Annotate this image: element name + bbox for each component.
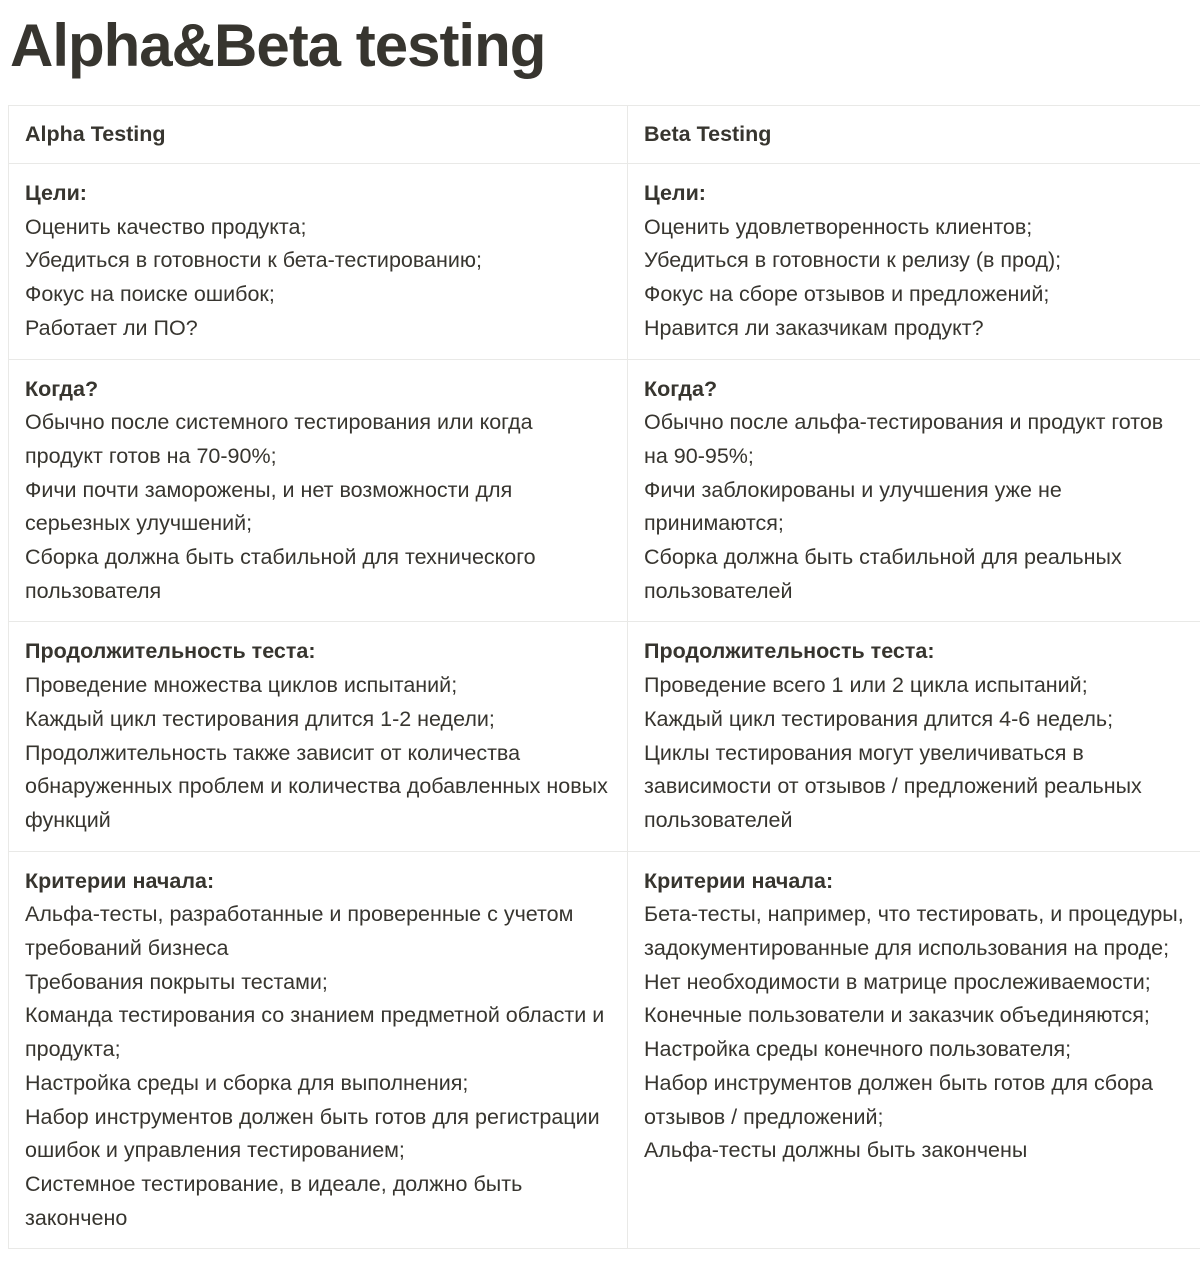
cell-line: Обычно после системного тестирования или когда продукт готов на 70-90%; [25, 410, 533, 468]
column-header-beta[interactable]: Beta Testing [628, 106, 1200, 164]
column-header-alpha[interactable]: Alpha Testing [9, 106, 628, 164]
cell-line: Нравится ли заказчикам продукт? [644, 315, 984, 340]
cell-line: Системное тестирование, в идеале, должно быть закончено [25, 1171, 523, 1230]
cell-line: Нет необходимости в матрице прослеживаемости; [644, 969, 1151, 994]
page-title: Alpha&Beta testing [10, 12, 546, 79]
table-row-when [9, 359, 1200, 622]
table-cell-beta-entry-criteria[interactable] [628, 851, 1200, 1249]
cell-section-title: Продолжительность теста: [644, 639, 935, 664]
table-cell-alpha-when[interactable] [9, 359, 628, 622]
table-header-row [9, 106, 1200, 164]
cell-line: Оценить удовлетворенность клиентов; [644, 214, 1033, 239]
cell-line: Убедиться в готовности к бета-тестированию; [25, 248, 482, 273]
cell-line: Проведение всего 1 или 2 цикла испытаний; [644, 673, 1088, 698]
cell-line: Убедиться в готовности к релизу (в прод); [644, 248, 1062, 273]
cell-line: Настройка среды и сборка для выполнения; [25, 1070, 469, 1095]
cell-section-title: Цели: [25, 181, 87, 205]
cell-line: Альфа-тесты, разработанные и проверенные с учетом требований бизнеса [25, 902, 574, 961]
cell-line: Циклы тестирования могут увеличиваться в зависимости от отзывов / предложений реальных пользователей [644, 740, 1142, 832]
cell-line: Альфа-тесты должны быть закончены [644, 1138, 1028, 1163]
cell-line: Работает ли ПО? [25, 315, 198, 340]
cell-section-title: Критерии начала: [25, 868, 215, 893]
table-row-goals [9, 164, 1200, 360]
cell-section-title: Когда? [644, 376, 718, 401]
cell-line: Настройка среды конечного пользователя; [644, 1037, 1072, 1062]
cell-line: Бета-тесты, например, что тестировать, и процедуры, задокументированные для использования на проде; [644, 902, 1184, 961]
cell-line: Команда тестирования со знанием предметной области и продукта; [25, 1003, 605, 1062]
cell-line: Каждый цикл тестирования длится 4-6 недель; [644, 706, 1114, 731]
cell-section-title: Когда? [25, 376, 99, 401]
table-row-entry-criteria [9, 851, 1200, 1249]
cell-line: Фичи почти заморожены, и нет возможности для серьезных улучшений; [25, 477, 513, 536]
cell-line: Проведение множества циклов испытаний; [25, 673, 458, 698]
comparison-table [8, 105, 1200, 1249]
cell-section-title: Цели: [644, 181, 706, 205]
cell-line: Продолжительность также зависит от количества обнаруженных проблем и количества добавленных новых функций [25, 740, 608, 832]
cell-line: Обычно после альфа-тестирования и продукт готов на 90-95%; [644, 410, 1164, 468]
cell-line: Требования покрыты тестами; [25, 969, 328, 994]
cell-line: Набор инструментов должен быть готов для регистрации ошибок и управления тестированием; [25, 1104, 600, 1163]
cell-line: Каждый цикл тестирования длится 1-2 недели; [25, 706, 495, 731]
cell-line: Фичи заблокированы и улучшения уже не принимаются; [644, 477, 1062, 536]
table-row-duration [9, 622, 1200, 851]
cell-section-title: Критерии начала: [644, 868, 834, 893]
table-cell-alpha-entry-criteria[interactable] [9, 851, 628, 1249]
cell-line: Оценить качество продукта; [25, 214, 307, 239]
table-cell-beta-duration[interactable] [628, 622, 1200, 851]
cell-line: Сборка должна быть стабильной для реальных пользователей [644, 545, 1122, 603]
cell-line: Набор инструментов должен быть готов для сбора отзывов / предложений; [644, 1070, 1153, 1129]
table-cell-alpha-goals[interactable] [9, 164, 628, 360]
cell-line: Конечные пользователи и заказчик объединяются; [644, 1003, 1150, 1028]
cell-line: Фокус на поиске ошибок; [25, 282, 275, 307]
cell-section-title: Продолжительность теста: [25, 639, 316, 664]
table-cell-beta-goals[interactable] [628, 164, 1200, 360]
table-cell-beta-when[interactable] [628, 359, 1200, 622]
cell-line: Фокус на сборе отзывов и предложений; [644, 282, 1050, 307]
table-cell-alpha-duration[interactable] [9, 622, 628, 851]
cell-line: Сборка должна быть стабильной для технического пользователя [25, 545, 536, 603]
